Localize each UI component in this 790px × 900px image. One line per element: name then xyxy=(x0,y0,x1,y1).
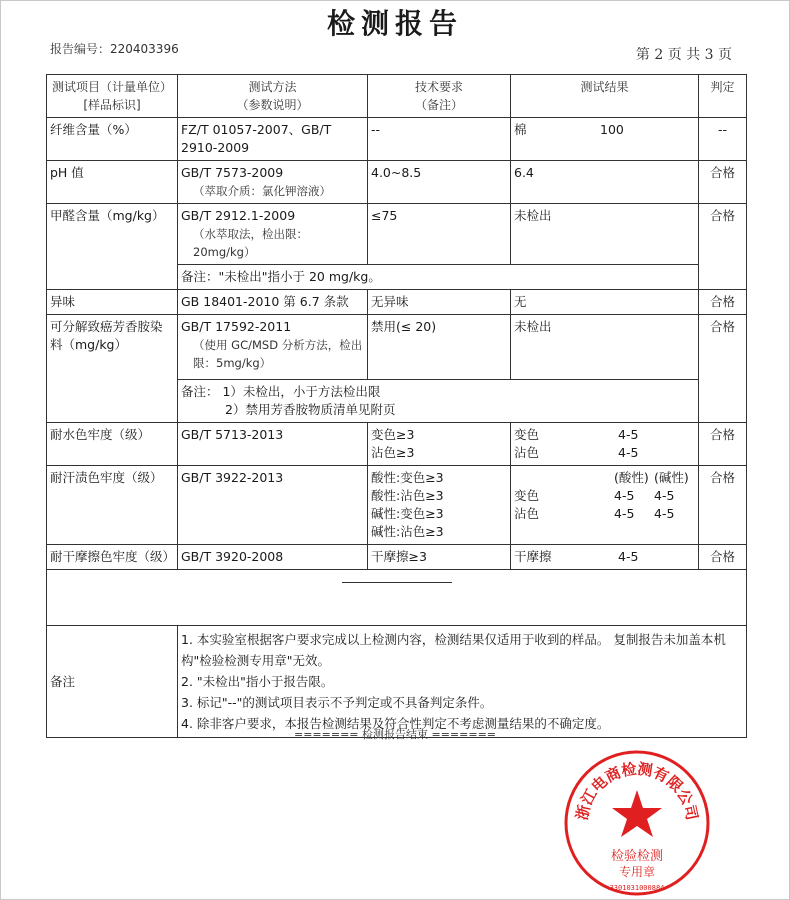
page-info: 第 2 页 共 3 页 xyxy=(635,47,732,63)
item-cell: 耐水色牢度（级） xyxy=(47,423,178,466)
requirement-cell: ≤75 xyxy=(368,204,511,265)
item-cell: 可分解致癌芳香胺染料（mg/kg） xyxy=(47,315,178,423)
result-cell: 6.4 xyxy=(511,161,699,204)
separator-row xyxy=(47,570,747,626)
table-row xyxy=(47,315,747,380)
table-row xyxy=(47,118,747,161)
header-requirement: 技术要求 （备注） xyxy=(368,75,511,118)
remarks-label: 备注 xyxy=(47,626,178,738)
official-seal xyxy=(562,748,712,898)
remark-item: 2. "未检出"指小于报告限。 xyxy=(181,674,334,689)
table-row xyxy=(47,466,747,545)
table-row xyxy=(47,290,747,315)
result-cell: 无 xyxy=(511,290,699,315)
item-cell: 异味 xyxy=(47,290,178,315)
method-cell: GB 18401-2010 第 6.7 条款 xyxy=(178,290,368,315)
page-title: 检测报告 xyxy=(326,7,463,40)
separator-cell xyxy=(47,570,747,626)
note-cell: 备注："未检出"指小于 20 mg/kg。 xyxy=(178,265,699,290)
table-row xyxy=(47,204,747,265)
report-end-line: ======= 检测报告结束 ======= xyxy=(293,728,497,741)
method-cell: FZ/T 01057-2007、GB/T 2910-2009 xyxy=(178,118,368,161)
seal-line2: 专用章 xyxy=(618,865,656,879)
seal-line1: 检验检测 xyxy=(610,849,664,864)
method-cell: GB/T 3920-2008 xyxy=(178,545,368,570)
results-table xyxy=(46,74,747,738)
header-method: 测试方法 （参数说明） xyxy=(178,75,368,118)
judge-cell: 合格 xyxy=(699,315,747,423)
seal-number: 3301031000884 xyxy=(609,884,665,892)
result-cell: 棉 100 xyxy=(511,118,699,161)
remark-item: 3. 标记"--"的测试项目表示不予判定或不具备判定条件。 xyxy=(181,695,493,710)
item-cell: 纤维含量（%） xyxy=(47,118,178,161)
table-row xyxy=(47,161,747,204)
requirement-cell: -- xyxy=(368,118,511,161)
table-row xyxy=(47,423,747,466)
header-judge: 判定 xyxy=(699,75,747,118)
method-cell: GB/T 2912.1-2009 （水萃取法，检出限：20mg/kg） xyxy=(178,204,368,265)
requirement-cell: 无异味 xyxy=(368,290,511,315)
requirement-cell: 酸性:变色≥3 酸性:沾色≥3 碱性:变色≥3 碱性:沾色≥3 xyxy=(368,466,511,545)
item-cell: 甲醛含量（mg/kg） xyxy=(47,204,178,290)
requirement-cell: 禁用(≤ 20) xyxy=(368,315,511,380)
result-cell: 变色 4-5 沾色 4-5 xyxy=(511,423,699,466)
item-cell: 耐干摩擦色牢度（级） xyxy=(47,545,178,570)
report-number: 报告编号：220403396 xyxy=(50,42,179,56)
item-cell: pH 值 xyxy=(47,161,178,204)
remarks-cell xyxy=(178,626,747,738)
judge-cell: 合格 xyxy=(699,423,747,466)
remark-item: 4. 除非客户要求，本报告检测结果及符合性判定不考虑测量结果的不确定度。 xyxy=(181,716,610,731)
method-cell: GB/T 3922-2013 xyxy=(178,466,368,545)
item-cell: 耐汗渍色牢度（级） xyxy=(47,466,178,545)
header-result: 测试结果 xyxy=(511,75,699,118)
judge-cell: 合格 xyxy=(699,161,747,204)
header-row xyxy=(47,75,747,118)
judge-cell: -- xyxy=(699,118,747,161)
result-cell: 未检出 xyxy=(511,315,699,380)
result-cell: 干摩擦 4-5 xyxy=(511,545,699,570)
judge-cell: 合格 xyxy=(699,290,747,315)
header-item: 测试项目（计量单位） [样品标识] xyxy=(47,75,178,118)
table-row xyxy=(47,545,747,570)
method-cell: GB/T 7573-2009 （萃取介质：氯化钾溶液） xyxy=(178,161,368,204)
separator-line xyxy=(342,582,452,583)
remark-item: 1. 本实验室根据客户要求完成以上检测内容，检测结果仅适用于收到的样品。 复制报告未加盖本机构"检验检测专用章"无效。 xyxy=(181,632,726,668)
result-cell: 未检出 xyxy=(511,204,699,265)
note-cell: 备注： 1）未检出，小于方法检出限 2）禁用芳香胺物质清单见附页 xyxy=(178,380,699,423)
method-cell: GB/T 17592-2011 （使用 GC/MSD 分析方法，检出限：5mg/kg） xyxy=(178,315,368,380)
star-icon xyxy=(612,790,662,837)
judge-cell: 合格 xyxy=(699,466,747,545)
requirement-cell: 变色≥3 沾色≥3 xyxy=(368,423,511,466)
requirement-cell: 4.0~8.5 xyxy=(368,161,511,204)
remarks-row xyxy=(47,626,747,738)
judge-cell: 合格 xyxy=(699,204,747,290)
seal-org: 浙江电商检测有限公司 xyxy=(572,759,702,822)
requirement-cell: 干摩擦≥3 xyxy=(368,545,511,570)
result-cell: (酸性) (碱性) 变色 4-5 4-5 沾色 4-5 4-5 xyxy=(511,466,699,545)
judge-cell: 合格 xyxy=(699,545,747,570)
method-cell: GB/T 5713-2013 xyxy=(178,423,368,466)
